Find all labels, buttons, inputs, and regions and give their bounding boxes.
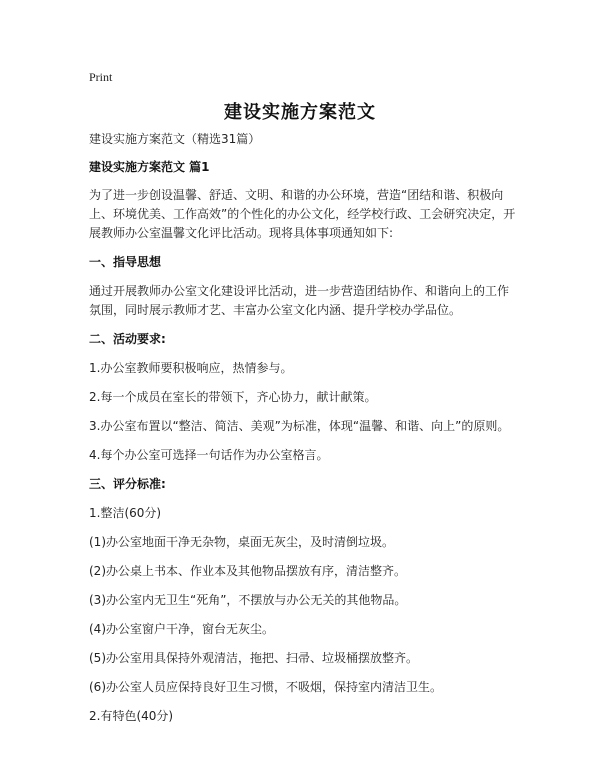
heading-requirements: 二、活动要求: bbox=[89, 332, 166, 346]
guiding-paragraph: 通过开展教师办公室文化建设评比活动，进一步营造团结协作、和谐向上的工作氛围，同时展示教师才艺、丰富办公室文化内涵、提升学校办学品位。 bbox=[89, 284, 510, 317]
document-subtitle: 建设实施方案范文（精选31篇） bbox=[89, 132, 261, 146]
heading-scoring-criteria: 三、评分标准: bbox=[89, 477, 166, 491]
section-title: 建设实施方案范文 篇1 bbox=[89, 160, 210, 174]
criteria-distinctive: 2.有特色(40分) bbox=[89, 709, 174, 723]
requirement-item: 4.每个办公室可选择一句话作为办公室格言。 bbox=[89, 448, 329, 462]
criteria-cleanliness: 1.整洁(60分) bbox=[89, 506, 162, 520]
criteria-item: (2)办公桌上书本、作业本及其他物品摆放有序，清洁整齐。 bbox=[89, 564, 407, 578]
document-body bbox=[89, 130, 519, 726]
intro-paragraph: 为了进一步创设温馨、舒适、文明、和谐的办公环境，营造“团结和谐、积极向上、环境优美、工作高效”的个性化的办公文化，经学校行政、工会研究决定，开展教师办公室温馨文化评比活动。现将具体事项通知如下: bbox=[89, 188, 516, 240]
heading-guiding-ideology: 一、指导思想 bbox=[89, 255, 162, 269]
requirement-item: 2.每一个成员在室长的带领下，齐心协力，献计献策。 bbox=[89, 390, 377, 404]
requirement-item: 3.办公室布置以“整洁、简洁、美观”为标准，体现“温馨、和谐、向上”的原则。 bbox=[89, 419, 510, 433]
document-title: 建设实施方案范文 bbox=[224, 102, 376, 123]
criteria-item: (4)办公室窗户干净，窗台无灰尘。 bbox=[89, 622, 274, 636]
print-link[interactable]: Print bbox=[89, 70, 113, 84]
criteria-item: (6)办公室人员应保持良好卫生习惯，不吸烟，保持室内清洁卫生。 bbox=[89, 680, 443, 694]
criteria-item: (1)办公室地面干净无杂物，桌面无灰尘，及时清倒垃圾。 bbox=[89, 535, 395, 549]
requirement-item: 1.办公室教师要积极响应，热情参与。 bbox=[89, 361, 293, 375]
criteria-item: (3)办公室内无卫生“死角”，不摆放与办公无关的其他物品。 bbox=[89, 593, 407, 607]
criteria-item: (5)办公室用具保持外观清洁，拖把、扫帚、垃圾桶摆放整齐。 bbox=[89, 651, 419, 665]
